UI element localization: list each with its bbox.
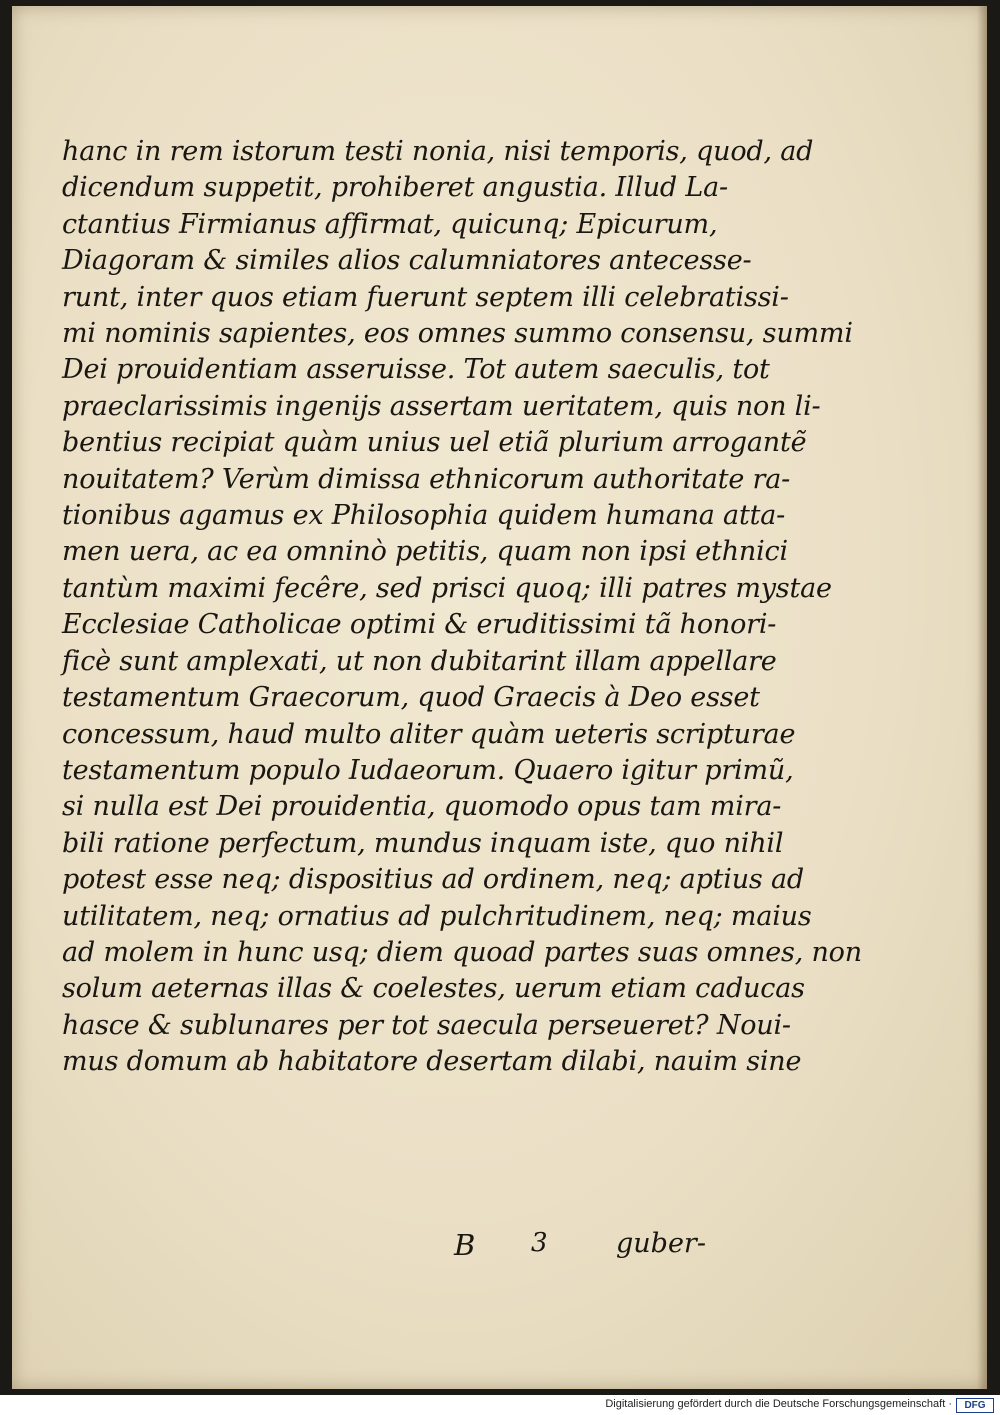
funding-credit: Digitalisierung gefördert durch die Deutsche Forschungsgemeinschaft ·: [605, 1398, 952, 1410]
catchword: guber-: [616, 1228, 706, 1259]
text-line: bili ratione perfectum, mundus inquam iste, quo nihil: [62, 827, 784, 859]
signature-mark: B: [454, 1228, 476, 1262]
credit-bar: [0, 1395, 1000, 1415]
text-line: concessum, haud multo aliter quàm ueteris scripturae: [62, 718, 796, 750]
text-line: ad molem in hunc usq; diem quoad partes suas omnes, non: [62, 936, 862, 968]
text-line: hasce & sublunares per tot saecula perseueret? Noui-: [62, 1009, 791, 1041]
text-line: tionibus agamus ex Philosophia quidem humana atta-: [62, 500, 786, 532]
text-line: Dei prouidentiam asseruisse. Tot autem saeculis, tot: [62, 354, 770, 386]
text-line: tantùm maximi fecêre, sed prisci quoq; illi patres mystae: [62, 572, 832, 604]
text-line: praeclarissimis ingenijs assertam ueritatem, quis non li-: [62, 390, 821, 422]
text-line: testamentum populo Iudaeorum. Quaero igitur primũ,: [62, 754, 794, 786]
text-line: runt, inter quos etiam fuerunt septem illi celebratissi-: [62, 281, 789, 313]
page-edge-shadow: [977, 6, 987, 1389]
text-line: utilitatem, neq; ornatius ad pulchritudinem, neq; maius: [62, 900, 812, 932]
text-line: solum aeternas illas & coelestes, uerum etiam caducas: [62, 973, 805, 1005]
text-line: men uera, ac ea omninò petitis, quam non ipsi ethnici: [62, 536, 788, 568]
text-line: si nulla est Dei prouidentia, quomodo opus tam mira-: [62, 791, 782, 823]
text-line: mi nominis sapientes, eos omnes summo consensu, summi: [62, 318, 853, 350]
page-footer: [12, 1228, 987, 1268]
text-line: bentius recipiat quàm unius uel etiã plurium arrogantẽ: [62, 427, 807, 459]
text-line: Diagoram & similes alios calumniatores antecesse-: [62, 245, 752, 277]
text-line: Ecclesiae Catholicae optimi & eruditissimi tã honori-: [62, 609, 777, 641]
text-line: dicendum suppetit, prohiberet angustia. Illud La-: [62, 172, 728, 204]
text-line: ficè sunt amplexati, ut non dubitarint illam appellare: [62, 645, 777, 677]
text-line: ctantius Firmianus affirmat, quicunq; Epicurum,: [62, 208, 718, 240]
text-line: nouitatem? Verùm dimissa ethnicorum authoritate ra-: [62, 463, 791, 495]
book-page: [12, 6, 987, 1389]
text-line: mus domum ab habitatore desertam dilabi, nauim sine: [62, 1046, 802, 1078]
page-number: 3: [531, 1228, 548, 1258]
text-line: testamentum Graecorum, quod Graecis à Deo esset: [62, 682, 760, 714]
text-line: hanc in rem istorum testi nonia, nisi temporis, quod, ad: [62, 136, 814, 167]
text-line: potest esse neq; dispositius ad ordinem, neq; aptius ad: [62, 864, 804, 896]
body-text: [62, 134, 862, 1081]
dfg-logo: DFG: [956, 1398, 994, 1413]
